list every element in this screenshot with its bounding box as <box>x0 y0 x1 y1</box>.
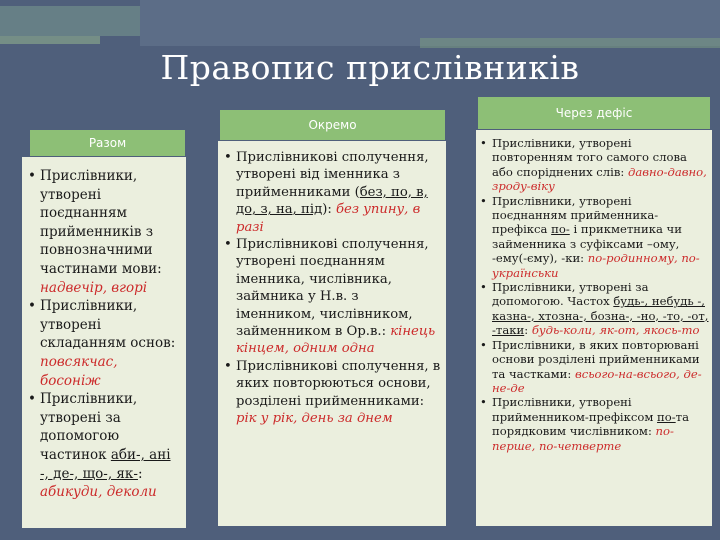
decorative-corner-accent <box>0 36 100 44</box>
bullet-icon: • <box>224 237 232 253</box>
bullet-icon: • <box>224 150 232 165</box>
example-text: без упину, в разі <box>236 202 421 235</box>
bullet-icon: • <box>480 280 487 295</box>
rule-text: Прислівники, в яких повторювані основи розділені прийменниками та частками: <box>492 337 700 381</box>
rule-item <box>224 358 442 428</box>
rule-item <box>224 236 442 358</box>
bullet-icon: • <box>480 136 487 150</box>
affix-text: по- <box>657 409 676 424</box>
rule-text: ): <box>322 202 336 218</box>
affix-text: без, по, в, до, з, на, під <box>236 184 428 218</box>
rule-item <box>480 280 709 338</box>
rule-text: : <box>137 465 143 482</box>
rule-text: Прислівники, утворені повторенням того самого слова або споріднених слів: <box>492 136 687 179</box>
rule-text: Прислівники, утворені за допомогою. Частох <box>492 280 649 309</box>
panel-body-middle <box>218 141 446 526</box>
bullet-icon: • <box>28 168 36 184</box>
rule-text: Прислівники, утворені поєднанням прийменника-префікса <box>492 193 659 237</box>
title-band-accent <box>420 38 720 48</box>
rule-item <box>28 297 182 390</box>
example-text: по-перше, по-четверте <box>492 424 674 453</box>
rule-list-middle <box>224 149 442 428</box>
rule-item <box>480 193 709 280</box>
rule-text: Прислівникові сполучення, в яких повторюються основи, розділені прийменниками: <box>236 358 441 409</box>
example-text: кінець кінцем, одним одна <box>236 324 436 357</box>
panel-body-left <box>22 157 186 528</box>
panel-header-right: Через дефіс <box>478 97 710 129</box>
rule-text: та порядковим числівником: <box>492 409 689 439</box>
rule-item <box>480 337 709 396</box>
rule-text: Прислівники, утворені поєднанням прийменників з повнозначними частинами мови: <box>40 168 162 277</box>
example-text: рік у рік, день за днем <box>236 411 393 427</box>
example-text: всього-на-всього, де-не-де <box>492 366 702 395</box>
decorative-corner-strip <box>0 6 140 36</box>
rule-text: : <box>524 323 532 338</box>
rule-list-right <box>480 136 709 453</box>
panel-header-middle: Окремо <box>220 110 445 140</box>
bullet-icon: • <box>480 193 487 208</box>
bullet-icon: • <box>480 337 487 352</box>
affix-text: по- <box>551 222 570 237</box>
example-text: абикуди, деколи <box>40 484 157 501</box>
rule-item <box>28 167 182 297</box>
affix-text: будь-, небудь -, казна-, хтозна-, бозна-, -но, -то, -от, -таки <box>492 294 709 338</box>
rule-item <box>224 149 442 236</box>
affix-text: аби-, ані -, де-, що-, як- <box>40 446 171 482</box>
rule-list-left <box>28 167 182 502</box>
rule-text: і прикметника чи займенника з суфіксами –ому, -ему(-єму), -ки: <box>492 222 682 266</box>
rule-item <box>480 395 709 453</box>
panel-body-right <box>476 130 712 526</box>
rule-item <box>480 136 709 194</box>
slide-title: Правопис прислівників <box>160 48 580 87</box>
bullet-icon: • <box>224 358 232 374</box>
rule-text: Прислівники, утворені складанням основ: <box>40 298 176 352</box>
bullet-icon: • <box>480 395 487 410</box>
rule-text: Прислівникові сполучення, утворені поєднанням іменника, числівника, займника у Н.в. з іменником, числівником, займенником в Ор.в.: <box>236 237 429 340</box>
example-text: надвечір, вгорі <box>40 279 148 296</box>
rule-item <box>28 390 182 502</box>
example-text: давно-давно, зроду-віку <box>492 164 707 194</box>
example-text: повсякчас, босоніж <box>40 353 118 389</box>
rule-text: Прислівники, утворені за допомогою частинок <box>40 391 138 463</box>
panel-header-left: Разом <box>30 130 185 156</box>
example-text: будь-коли, як-от, якось-то <box>531 323 700 338</box>
bullet-icon: • <box>28 391 36 408</box>
example-text: по-родинному, по-українськи <box>492 251 700 280</box>
rule-text: Прислівники, утворені прийменником-префіксом <box>492 395 658 424</box>
rule-text: Прислівникові сполучення, утворені від іменника з прийменниками ( <box>236 150 429 200</box>
bullet-icon: • <box>28 298 36 315</box>
